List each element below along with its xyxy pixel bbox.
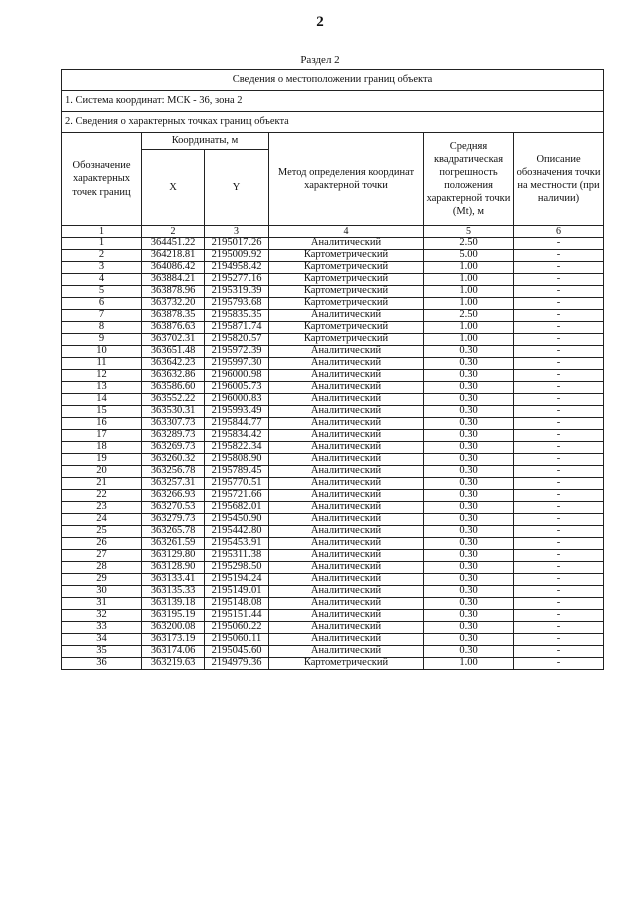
- table-row: [62, 370, 604, 382]
- method-cell: Аналитический: [269, 514, 424, 526]
- method-cell: Картометрический: [269, 262, 424, 274]
- description-cell: -: [514, 562, 604, 574]
- method-cell: Аналитический: [269, 490, 424, 502]
- error-cell: 1.00: [424, 286, 514, 298]
- y-coordinate-cell: 2195682.01: [205, 502, 269, 514]
- y-coordinate-cell: 2195151.44: [205, 610, 269, 622]
- x-coordinate-cell: 363266.93: [142, 490, 205, 502]
- error-cell: 0.30: [424, 598, 514, 610]
- column-number: 4: [269, 226, 424, 238]
- point-number-cell: 1: [62, 238, 142, 250]
- x-coordinate-cell: 364218.81: [142, 250, 205, 262]
- x-coordinate-cell: 363586.60: [142, 382, 205, 394]
- y-coordinate-cell: 2195822.34: [205, 442, 269, 454]
- y-coordinate-cell: 2194979.36: [205, 658, 269, 670]
- y-coordinate-cell: 2195009.92: [205, 250, 269, 262]
- y-coordinate-cell: 2195045.60: [205, 646, 269, 658]
- y-coordinate-cell: 2195311.38: [205, 550, 269, 562]
- point-number-cell: 3: [62, 262, 142, 274]
- method-cell: Аналитический: [269, 478, 424, 490]
- table-row: [62, 346, 604, 358]
- error-cell: 0.30: [424, 346, 514, 358]
- description-cell: -: [514, 382, 604, 394]
- error-cell: 0.30: [424, 610, 514, 622]
- description-cell: -: [514, 418, 604, 430]
- method-cell: Аналитический: [269, 454, 424, 466]
- description-cell: -: [514, 442, 604, 454]
- description-cell: -: [514, 286, 604, 298]
- table-row: [62, 598, 604, 610]
- x-coordinate-cell: 363128.90: [142, 562, 205, 574]
- table-row: [62, 274, 604, 286]
- error-cell: 0.30: [424, 526, 514, 538]
- y-coordinate-cell: 2196005.73: [205, 382, 269, 394]
- table-row: [62, 610, 604, 622]
- table-row: [62, 646, 604, 658]
- error-cell: 1.00: [424, 658, 514, 670]
- table-row: [62, 466, 604, 478]
- description-cell: -: [514, 574, 604, 586]
- error-cell: 0.30: [424, 394, 514, 406]
- x-coordinate-cell: 363876.63: [142, 322, 205, 334]
- description-cell: -: [514, 526, 604, 538]
- point-rows: [62, 238, 604, 670]
- table-row: [62, 658, 604, 670]
- y-coordinate-cell: 2195277.16: [205, 274, 269, 286]
- point-number-cell: 20: [62, 466, 142, 478]
- point-number-cell: 8: [62, 322, 142, 334]
- method-cell: Аналитический: [269, 586, 424, 598]
- point-number-cell: 18: [62, 442, 142, 454]
- error-cell: 0.30: [424, 430, 514, 442]
- method-cell: Картометрический: [269, 298, 424, 310]
- error-cell: 5.00: [424, 250, 514, 262]
- table-row: [62, 250, 604, 262]
- error-cell: 0.30: [424, 454, 514, 466]
- x-coordinate-cell: 363732.20: [142, 298, 205, 310]
- method-cell: Аналитический: [269, 502, 424, 514]
- error-cell: 0.30: [424, 406, 514, 418]
- x-coordinate-cell: 363702.31: [142, 334, 205, 346]
- page-number: 2: [316, 14, 324, 30]
- table-row: [62, 418, 604, 430]
- y-coordinate-cell: 2195060.11: [205, 634, 269, 646]
- point-number-cell: 9: [62, 334, 142, 346]
- table-row: [62, 562, 604, 574]
- column-number-row: [62, 226, 604, 238]
- point-number-cell: 32: [62, 610, 142, 622]
- y-coordinate-cell: 2195997.30: [205, 358, 269, 370]
- description-cell: -: [514, 346, 604, 358]
- description-cell: -: [514, 334, 604, 346]
- x-coordinate-cell: 363632.86: [142, 370, 205, 382]
- x-coordinate-cell: 363135.33: [142, 586, 205, 598]
- point-number-cell: 21: [62, 478, 142, 490]
- table-row: [62, 430, 604, 442]
- point-number-cell: 24: [62, 514, 142, 526]
- y-coordinate-cell: 2195194.24: [205, 574, 269, 586]
- method-cell: Картометрический: [269, 286, 424, 298]
- method-cell: Аналитический: [269, 562, 424, 574]
- y-coordinate-cell: 2195789.45: [205, 466, 269, 478]
- column-number: 3: [205, 226, 269, 238]
- table-row: [62, 394, 604, 406]
- table-row: [62, 622, 604, 634]
- error-cell: 0.30: [424, 370, 514, 382]
- error-cell: 0.30: [424, 538, 514, 550]
- description-cell: -: [514, 406, 604, 418]
- table-row: [62, 586, 604, 598]
- description-cell: -: [514, 550, 604, 562]
- description-cell: -: [514, 490, 604, 502]
- x-coordinate-cell: 363173.19: [142, 634, 205, 646]
- table-row: [62, 358, 604, 370]
- error-cell: 1.00: [424, 322, 514, 334]
- description-cell: -: [514, 238, 604, 250]
- table-row: [62, 334, 604, 346]
- description-cell: -: [514, 478, 604, 490]
- method-cell: Аналитический: [269, 538, 424, 550]
- y-coordinate-cell: 2195844.77: [205, 418, 269, 430]
- point-number-cell: 23: [62, 502, 142, 514]
- description-cell: -: [514, 250, 604, 262]
- description-cell: -: [514, 310, 604, 322]
- x-coordinate-cell: 363200.08: [142, 622, 205, 634]
- table-row: [62, 526, 604, 538]
- method-cell: Аналитический: [269, 370, 424, 382]
- point-number-cell: 29: [62, 574, 142, 586]
- error-cell: 2.50: [424, 310, 514, 322]
- header-x: X: [142, 150, 205, 226]
- x-coordinate-cell: 363139.18: [142, 598, 205, 610]
- error-cell: 0.30: [424, 478, 514, 490]
- error-cell: 0.30: [424, 382, 514, 394]
- table-row: [62, 286, 604, 298]
- header-description: Описание обозначения точки на местности (при наличии): [514, 133, 604, 226]
- table-row: [62, 490, 604, 502]
- y-coordinate-cell: 2195834.42: [205, 430, 269, 442]
- header-designation: Обозначение характерных точек границ: [62, 133, 142, 226]
- point-number-cell: 10: [62, 346, 142, 358]
- x-coordinate-cell: 363129.80: [142, 550, 205, 562]
- table-row: [62, 406, 604, 418]
- error-cell: 0.30: [424, 634, 514, 646]
- error-cell: 1.00: [424, 262, 514, 274]
- table-row: [62, 310, 604, 322]
- column-number: 5: [424, 226, 514, 238]
- method-cell: Аналитический: [269, 466, 424, 478]
- error-cell: 0.30: [424, 574, 514, 586]
- y-coordinate-cell: 2195993.49: [205, 406, 269, 418]
- description-cell: -: [514, 502, 604, 514]
- error-cell: 0.30: [424, 550, 514, 562]
- point-number-cell: 13: [62, 382, 142, 394]
- error-cell: 0.30: [424, 646, 514, 658]
- error-cell: 2.50: [424, 238, 514, 250]
- description-cell: -: [514, 658, 604, 670]
- method-cell: Аналитический: [269, 526, 424, 538]
- method-cell: Аналитический: [269, 598, 424, 610]
- x-coordinate-cell: 363257.31: [142, 478, 205, 490]
- y-coordinate-cell: 2195820.57: [205, 334, 269, 346]
- point-number-cell: 4: [62, 274, 142, 286]
- table-row: [62, 574, 604, 586]
- description-cell: -: [514, 514, 604, 526]
- description-cell: -: [514, 322, 604, 334]
- table-row: [62, 634, 604, 646]
- point-number-cell: 35: [62, 646, 142, 658]
- x-coordinate-cell: 363219.63: [142, 658, 205, 670]
- table-row: [62, 382, 604, 394]
- method-cell: Аналитический: [269, 430, 424, 442]
- error-cell: 0.30: [424, 586, 514, 598]
- y-coordinate-cell: 2195808.90: [205, 454, 269, 466]
- description-cell: -: [514, 370, 604, 382]
- y-coordinate-cell: 2195721.66: [205, 490, 269, 502]
- x-coordinate-cell: 363195.19: [142, 610, 205, 622]
- point-number-cell: 7: [62, 310, 142, 322]
- point-number-cell: 17: [62, 430, 142, 442]
- point-number-cell: 28: [62, 562, 142, 574]
- error-cell: 0.30: [424, 466, 514, 478]
- error-cell: 0.30: [424, 418, 514, 430]
- x-coordinate-cell: 363289.73: [142, 430, 205, 442]
- column-number: 1: [62, 226, 142, 238]
- method-cell: Аналитический: [269, 238, 424, 250]
- y-coordinate-cell: 2195770.51: [205, 478, 269, 490]
- y-coordinate-cell: 2195149.01: [205, 586, 269, 598]
- table-row: [62, 298, 604, 310]
- x-coordinate-cell: 363307.73: [142, 418, 205, 430]
- point-number-cell: 14: [62, 394, 142, 406]
- y-coordinate-cell: 2195450.90: [205, 514, 269, 526]
- y-coordinate-cell: 2195871.74: [205, 322, 269, 334]
- y-coordinate-cell: 2195319.39: [205, 286, 269, 298]
- y-coordinate-cell: 2195835.35: [205, 310, 269, 322]
- x-coordinate-cell: 363878.35: [142, 310, 205, 322]
- point-number-cell: 30: [62, 586, 142, 598]
- method-cell: Аналитический: [269, 310, 424, 322]
- description-cell: -: [514, 622, 604, 634]
- table-row: [62, 514, 604, 526]
- table-row: [62, 442, 604, 454]
- boundary-table: [61, 69, 604, 670]
- x-coordinate-cell: 364451.22: [142, 238, 205, 250]
- x-coordinate-cell: 363530.31: [142, 406, 205, 418]
- x-coordinate-cell: 363279.73: [142, 514, 205, 526]
- x-coordinate-cell: 363878.96: [142, 286, 205, 298]
- method-cell: Картометрический: [269, 250, 424, 262]
- method-cell: Аналитический: [269, 622, 424, 634]
- method-cell: Аналитический: [269, 610, 424, 622]
- y-coordinate-cell: 2195017.26: [205, 238, 269, 250]
- x-coordinate-cell: 363642.23: [142, 358, 205, 370]
- column-number: 2: [142, 226, 205, 238]
- table-row: [62, 502, 604, 514]
- description-cell: -: [514, 634, 604, 646]
- description-cell: -: [514, 430, 604, 442]
- x-coordinate-cell: 363260.32: [142, 454, 205, 466]
- x-coordinate-cell: 363884.21: [142, 274, 205, 286]
- method-cell: Аналитический: [269, 550, 424, 562]
- method-cell: Картометрический: [269, 334, 424, 346]
- description-cell: -: [514, 586, 604, 598]
- x-coordinate-cell: 363133.41: [142, 574, 205, 586]
- table-row: [62, 478, 604, 490]
- header-error: Средняя квадратическая погрешность положения характерной точки (Mt), м: [424, 133, 514, 226]
- description-cell: -: [514, 646, 604, 658]
- table-row: [62, 550, 604, 562]
- y-coordinate-cell: 2195148.08: [205, 598, 269, 610]
- error-cell: 0.30: [424, 502, 514, 514]
- point-number-cell: 16: [62, 418, 142, 430]
- table-row: [62, 322, 604, 334]
- x-coordinate-cell: 364086.42: [142, 262, 205, 274]
- table-row: [62, 238, 604, 250]
- y-coordinate-cell: 2195453.91: [205, 538, 269, 550]
- description-cell: -: [514, 538, 604, 550]
- error-cell: 1.00: [424, 274, 514, 286]
- error-cell: 0.30: [424, 490, 514, 502]
- table-row: [62, 454, 604, 466]
- method-cell: Аналитический: [269, 358, 424, 370]
- section-label: Раздел 2: [300, 54, 340, 66]
- point-number-cell: 15: [62, 406, 142, 418]
- method-cell: Картометрический: [269, 322, 424, 334]
- method-cell: Аналитический: [269, 394, 424, 406]
- point-number-cell: 33: [62, 622, 142, 634]
- y-coordinate-cell: 2195298.50: [205, 562, 269, 574]
- y-coordinate-cell: 2195442.80: [205, 526, 269, 538]
- table-title: Сведения о местоположении границ объекта: [62, 70, 604, 91]
- method-cell: Аналитический: [269, 346, 424, 358]
- method-cell: Картометрический: [269, 658, 424, 670]
- point-number-cell: 31: [62, 598, 142, 610]
- method-cell: Аналитический: [269, 634, 424, 646]
- x-coordinate-cell: 363651.48: [142, 346, 205, 358]
- description-cell: -: [514, 262, 604, 274]
- error-cell: 0.30: [424, 358, 514, 370]
- description-cell: -: [514, 394, 604, 406]
- x-coordinate-cell: 363269.73: [142, 442, 205, 454]
- header-method: Метод определения координат характерной точки: [269, 133, 424, 226]
- point-number-cell: 22: [62, 490, 142, 502]
- description-cell: -: [514, 610, 604, 622]
- method-cell: Аналитический: [269, 574, 424, 586]
- table-row: [62, 262, 604, 274]
- method-cell: Аналитический: [269, 442, 424, 454]
- point-number-cell: 11: [62, 358, 142, 370]
- point-number-cell: 36: [62, 658, 142, 670]
- table-row: [62, 538, 604, 550]
- description-cell: -: [514, 598, 604, 610]
- coord-system: 1. Система координат: МСК - 36, зона 2: [62, 91, 604, 112]
- description-cell: -: [514, 466, 604, 478]
- description-cell: -: [514, 358, 604, 370]
- x-coordinate-cell: 363261.59: [142, 538, 205, 550]
- point-number-cell: 19: [62, 454, 142, 466]
- point-number-cell: 27: [62, 550, 142, 562]
- y-coordinate-cell: 2196000.83: [205, 394, 269, 406]
- x-coordinate-cell: 363256.78: [142, 466, 205, 478]
- point-number-cell: 5: [62, 286, 142, 298]
- error-cell: 0.30: [424, 442, 514, 454]
- method-cell: Аналитический: [269, 382, 424, 394]
- y-coordinate-cell: 2195060.22: [205, 622, 269, 634]
- x-coordinate-cell: 363552.22: [142, 394, 205, 406]
- y-coordinate-cell: 2195793.68: [205, 298, 269, 310]
- error-cell: 0.30: [424, 562, 514, 574]
- header-coordinates: Координаты, м: [142, 133, 269, 150]
- description-cell: -: [514, 454, 604, 466]
- x-coordinate-cell: 363174.06: [142, 646, 205, 658]
- error-cell: 0.30: [424, 514, 514, 526]
- method-cell: Аналитический: [269, 646, 424, 658]
- method-cell: Картометрический: [269, 274, 424, 286]
- header-y: Y: [205, 150, 269, 226]
- y-coordinate-cell: 2196000.98: [205, 370, 269, 382]
- column-number: 6: [514, 226, 604, 238]
- method-cell: Аналитический: [269, 418, 424, 430]
- error-cell: 1.00: [424, 334, 514, 346]
- error-cell: 1.00: [424, 298, 514, 310]
- y-coordinate-cell: 2195972.39: [205, 346, 269, 358]
- point-number-cell: 25: [62, 526, 142, 538]
- method-cell: Аналитический: [269, 406, 424, 418]
- point-number-cell: 26: [62, 538, 142, 550]
- error-cell: 0.30: [424, 622, 514, 634]
- point-number-cell: 6: [62, 298, 142, 310]
- points-heading: 2. Сведения о характерных точках границ объекта: [62, 112, 604, 133]
- x-coordinate-cell: 363265.78: [142, 526, 205, 538]
- x-coordinate-cell: 363270.53: [142, 502, 205, 514]
- point-number-cell: 12: [62, 370, 142, 382]
- description-cell: -: [514, 298, 604, 310]
- description-cell: -: [514, 274, 604, 286]
- y-coordinate-cell: 2194958.42: [205, 262, 269, 274]
- point-number-cell: 34: [62, 634, 142, 646]
- point-number-cell: 2: [62, 250, 142, 262]
